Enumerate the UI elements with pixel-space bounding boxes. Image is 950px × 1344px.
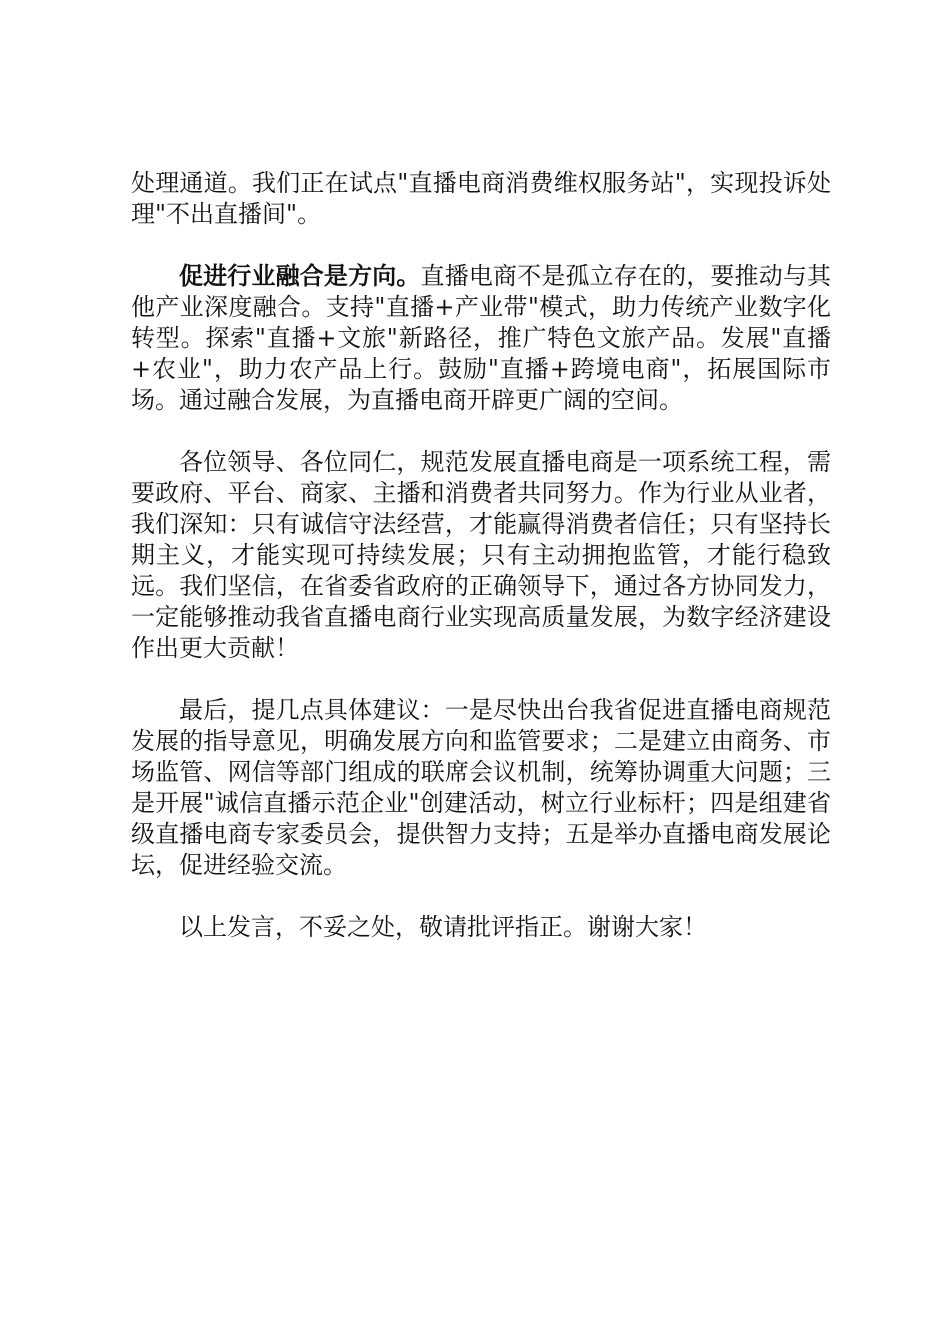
paragraph-lead-heading: 促进行业融合是方向。: [179, 262, 421, 290]
document-body: [131, 168, 831, 974]
paragraph-text: 最后，提几点具体建议：一是尽快出台我省促进直播电商规范发展的指导意见，明确发展方向和监管要求；二是建立由商务、市场监管、网信等部门组成的联席会议机制，统筹协调重大问题；三是开展"诚信直播示范企业"创建活动，树立行业标杆；四是组建省级直播电商专家委员会，提供智力支持；五是举办直播电商发展论坛，促进经验交流。: [131, 696, 831, 879]
paragraph-continuation: [131, 168, 831, 230]
paragraph-conclusion: [131, 447, 831, 664]
paragraph-text: 各位领导、各位同仁，规范发展直播电商是一项系统工程，需要政府、平台、商家、主播和消费者共同努力。作为行业从业者，我们深知：只有诚信守法经营，才能赢得消费者信任；只有坚持长期主义，才能实现可持续发展；只有主动拥抱监管，才能行稳致远。我们坚信，在省委省政府的正确领导下，通过各方协同发力，一定能够推动我省直播电商行业实现高质量发展，为数字经济建设作出更大贡献！: [131, 448, 831, 662]
paragraph-closing: [131, 912, 831, 943]
paragraph-text: 以上发言，不妥之处，敬请批评指正。谢谢大家！: [179, 913, 707, 941]
paragraph-text: 直播电商不是孤立存在的，要推动与其他产业深度融合。支持"直播+产业带"模式，助力传统产业数字化转型。探索"直播+文旅"新路径，推广特色文旅产品。发展"直播+农业"，助力农产品上行。鼓励"直播+跨境电商"，拓展国际市场。通过融合发展，为直播电商开辟更广阔的空间。: [131, 262, 832, 414]
paragraph-industry-integration: [131, 261, 831, 416]
paragraph-text: 处理通道。我们正在试点"直播电商消费维权服务站"，实现投诉处理"不出直播间"。: [131, 169, 831, 228]
paragraph-suggestions: [131, 695, 831, 881]
